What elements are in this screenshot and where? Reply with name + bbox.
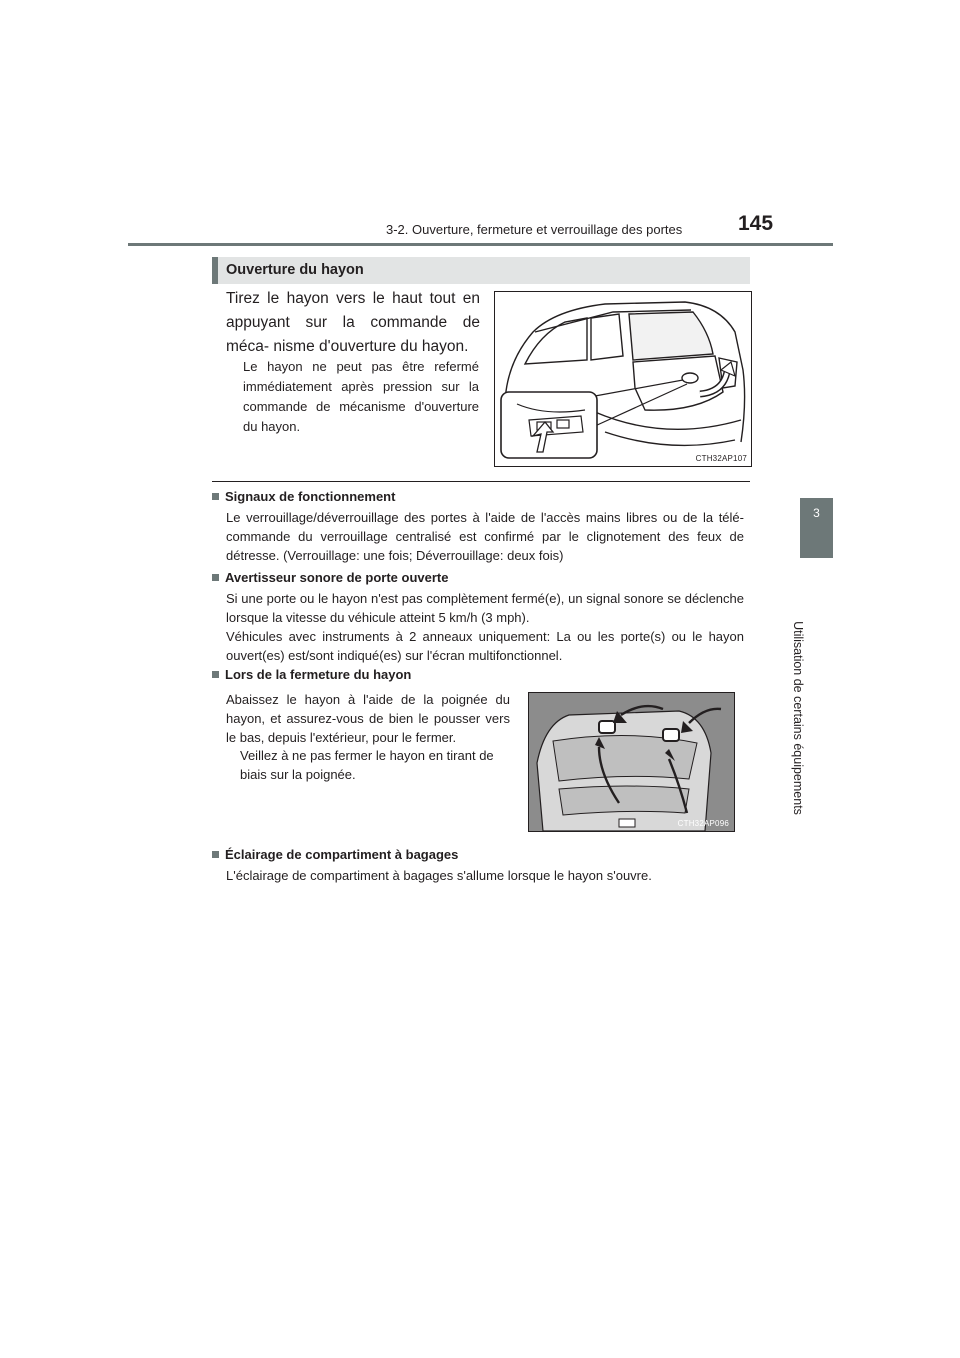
note-text: Si une porte ou le hayon n'est pas complètement fermé(e), un signal sonore se déclenche lorsque la vitesse du véhicule atteint 5 km/h (3 mph). (226, 591, 744, 625)
note-title: Avertisseur sonore de porte ouverte (212, 570, 448, 585)
figure-tailgate-handles (528, 692, 735, 832)
section-lead-note: Le hayon ne peut pas être refermé immédiatement après pression sur la commande de mécanisme d'ouverture du hayon. (243, 359, 479, 434)
chapter-number: 3 (813, 506, 820, 520)
bullet-square-icon (212, 851, 219, 858)
note-title: Signaux de fonctionnement (212, 489, 395, 504)
note-title: Lors de la fermeture du hayon (212, 667, 411, 682)
bullet-square-icon (212, 493, 219, 500)
section-lead-text: Tirez le hayon vers le haut tout en appuyant sur la commande de méca- nisme d'ouverture du hayon. (226, 290, 480, 355)
figure-tailgate-release (494, 291, 752, 467)
car-rear-illustration (495, 292, 751, 466)
note-text-2: Véhicules avec instruments à 2 anneaux uniquement: La ou les porte(s) ou le hayon ouvert(es) est/sont indiqué(es) sur l'écran multifonctionnel. (226, 629, 744, 663)
running-header: 3-2. Ouverture, fermeture et verrouillage des portes (386, 222, 683, 237)
section-title: Ouverture du hayon (226, 262, 364, 278)
chapter-title: Utilisation de certains équipements (791, 621, 805, 815)
bullet-square-icon (212, 671, 219, 678)
header-rule (128, 243, 833, 246)
page-number: 145 (738, 212, 774, 235)
bullet-square-icon (212, 574, 219, 581)
note-text-2: Veillez à ne pas fermer le hayon en tirant de biais sur la poignée. (240, 748, 494, 782)
section-heading-accent (212, 257, 218, 284)
section-divider (212, 481, 750, 482)
figure-code: CTH32AP107 (695, 454, 747, 463)
open-tailgate-illustration (529, 693, 734, 831)
figure-code: CTH32AP096 (677, 819, 729, 828)
note-title: Éclairage de compartiment à bagages (212, 847, 458, 862)
note-text: L'éclairage de compartiment à bagages s'allume lorsque le hayon s'ouvre. (226, 868, 652, 883)
note-text: Le verrouillage/déverrouillage des portes à l'aide de l'accès mains libres ou de la télé- commande du verrouillage centralisé est confirmé par le clignotement des feux de détresse. (Verrouillage: une fois; Déverrouillage: deux fois) (226, 510, 744, 563)
note-text: Abaissez le hayon à l'aide de la poignée du hayon, et assurez-vous de bien le pousser vers le bas, depuis l'extérieur, pour le fermer. (226, 692, 510, 745)
